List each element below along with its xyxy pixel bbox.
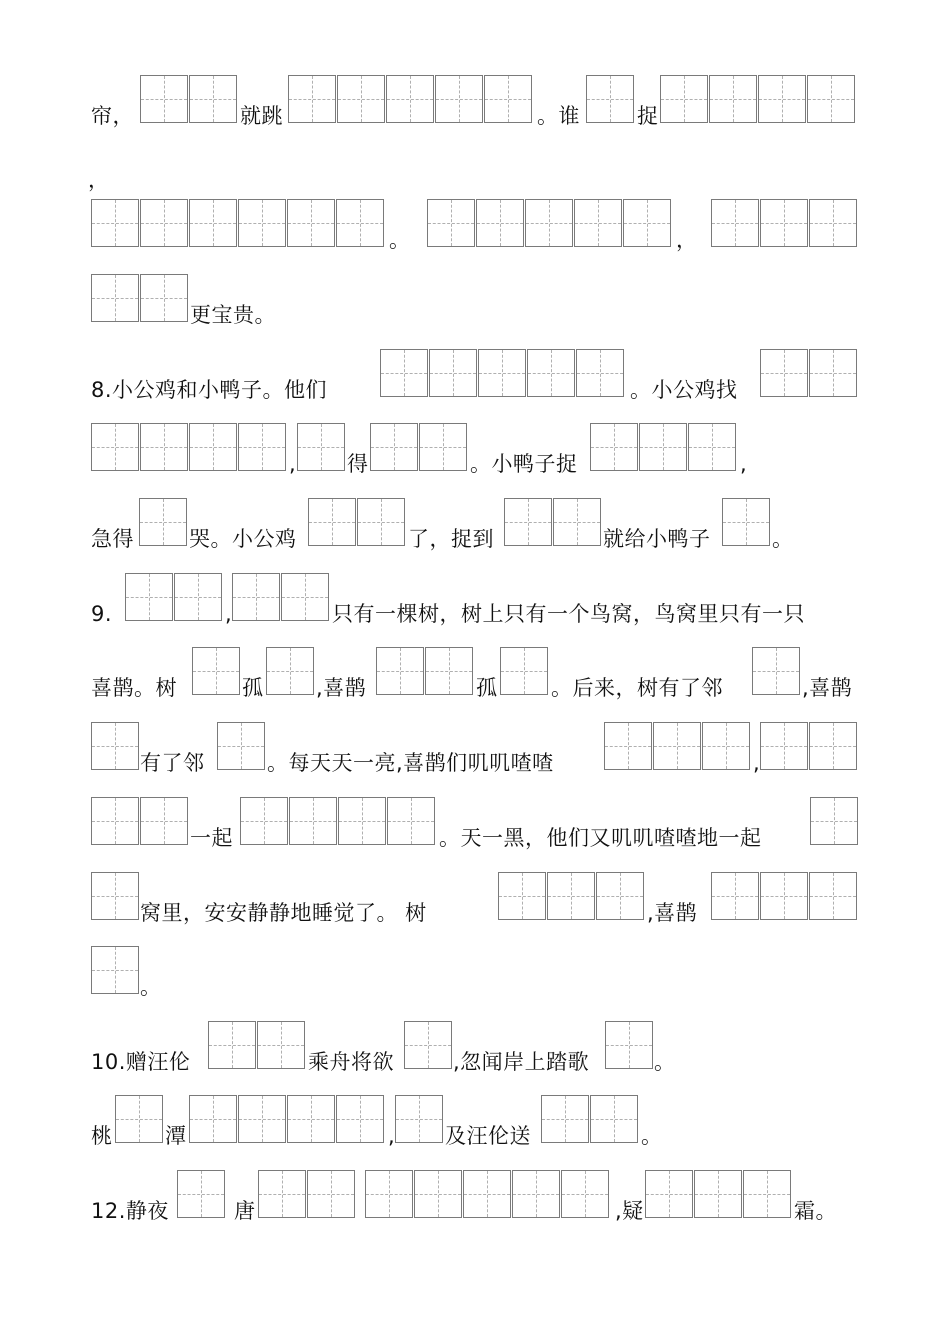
answer-cell[interactable] <box>189 423 237 471</box>
answer-boxes[interactable] <box>258 1170 355 1218</box>
answer-cell[interactable] <box>586 75 634 123</box>
text-q9-n: 。天一黑，他们又叽叽喳喳地一起 <box>439 826 762 850</box>
text-q9-c: 只有一棵树，树上只有一个鸟窝，鸟窝里只有一只 <box>332 602 805 626</box>
answer-cell[interactable] <box>500 647 548 695</box>
answer-cell[interactable] <box>463 1170 511 1218</box>
answer-cell[interactable] <box>553 498 601 546</box>
answer-cell[interactable] <box>525 199 573 247</box>
answer-boxes[interactable] <box>752 647 800 695</box>
answer-boxes[interactable] <box>427 199 671 247</box>
answer-cell[interactable] <box>596 872 644 920</box>
answer-boxes[interactable] <box>266 647 314 695</box>
answer-cell[interactable] <box>140 274 188 322</box>
answer-boxes[interactable] <box>125 573 222 621</box>
text-l1-d: 捉 <box>637 104 659 128</box>
text-q9-g: 孤 <box>476 676 498 700</box>
answer-cell[interactable] <box>365 1170 413 1218</box>
answer-boxes[interactable] <box>192 647 240 695</box>
answer-cell[interactable] <box>217 722 265 770</box>
answer-cell[interactable] <box>238 199 286 247</box>
answer-cell[interactable] <box>189 199 237 247</box>
answer-cell[interactable] <box>425 647 473 695</box>
answer-boxes[interactable] <box>760 722 857 770</box>
answer-cell[interactable] <box>590 423 638 471</box>
answer-cell[interactable] <box>380 349 428 397</box>
answer-cell[interactable] <box>498 872 546 920</box>
text-q9-h: 。后来，树有了邻 <box>551 676 723 700</box>
answer-boxes[interactable] <box>586 75 634 123</box>
answer-cell[interactable] <box>752 647 800 695</box>
answer-cell[interactable] <box>192 647 240 695</box>
answer-cell[interactable] <box>604 722 652 770</box>
answer-boxes[interactable] <box>376 647 473 695</box>
text-q10-b: 乘舟将欲 <box>308 1050 394 1074</box>
text-q9-q: 。 <box>140 975 162 999</box>
answer-cell[interactable] <box>125 573 173 621</box>
answer-cell[interactable] <box>504 498 552 546</box>
answer-cell[interactable] <box>810 797 858 845</box>
answer-cell[interactable] <box>760 872 808 920</box>
answer-cell[interactable] <box>476 199 524 247</box>
answer-boxes[interactable] <box>91 946 139 994</box>
answer-boxes[interactable] <box>139 498 187 546</box>
answer-cell[interactable] <box>709 75 757 123</box>
answer-boxes[interactable] <box>91 274 188 322</box>
text-q8-j: 就给小鸭子 <box>603 527 711 551</box>
answer-cell[interactable] <box>91 872 139 920</box>
text-q9-a: 9. <box>91 602 113 626</box>
answer-boxes[interactable] <box>91 199 384 247</box>
answer-cell[interactable] <box>809 722 857 770</box>
answer-boxes[interactable] <box>604 722 750 770</box>
answer-cell[interactable] <box>574 199 622 247</box>
text-q8-d: 得 <box>347 452 369 476</box>
text-q9-l: , <box>753 751 761 775</box>
answer-cell[interactable] <box>140 199 188 247</box>
answer-boxes[interactable] <box>404 1021 452 1069</box>
answer-cell[interactable] <box>660 75 708 123</box>
answer-cell[interactable] <box>91 946 139 994</box>
answer-cell[interactable] <box>238 423 286 471</box>
answer-cell[interactable] <box>281 573 329 621</box>
text-q9-f: ,喜鹊 <box>316 676 367 700</box>
answer-cell[interactable] <box>115 1095 163 1143</box>
answer-cell[interactable] <box>419 423 467 471</box>
answer-cell[interactable] <box>702 722 750 770</box>
text-q12-a: 12.静夜 <box>91 1199 169 1223</box>
answer-cell[interactable] <box>576 349 624 397</box>
answer-boxes[interactable] <box>91 423 286 471</box>
text-q9-d: 喜鹊。树 <box>91 676 177 700</box>
answer-cell[interactable] <box>414 1170 462 1218</box>
answer-boxes[interactable] <box>498 872 644 920</box>
answer-boxes[interactable] <box>217 722 265 770</box>
text-l2-a: 。 <box>389 228 411 252</box>
answer-cell[interactable] <box>547 872 595 920</box>
answer-boxes[interactable] <box>541 1095 638 1143</box>
answer-cell[interactable] <box>427 199 475 247</box>
answer-cell[interactable] <box>404 1021 452 1069</box>
answer-cell[interactable] <box>287 199 335 247</box>
text-q9-m: 一起 <box>190 826 233 850</box>
answer-cell[interactable] <box>336 1095 384 1143</box>
answer-cell[interactable] <box>645 1170 693 1218</box>
answer-cell[interactable] <box>387 797 435 845</box>
answer-boxes[interactable] <box>240 797 435 845</box>
answer-cell[interactable] <box>258 1170 306 1218</box>
answer-boxes[interactable] <box>760 349 857 397</box>
answer-boxes[interactable] <box>504 498 601 546</box>
answer-cell[interactable] <box>370 423 418 471</box>
answer-boxes[interactable] <box>308 498 405 546</box>
answer-cell[interactable] <box>287 1095 335 1143</box>
text-q9-k: 。每天天一亮,喜鹊们叽叽喳喳 <box>267 751 554 775</box>
answer-cell[interactable] <box>140 75 188 123</box>
answer-cell[interactable] <box>809 349 857 397</box>
answer-cell[interactable] <box>694 1170 742 1218</box>
answer-cell[interactable] <box>760 349 808 397</box>
answer-cell[interactable] <box>561 1170 609 1218</box>
answer-boxes[interactable] <box>288 75 532 123</box>
answer-boxes[interactable] <box>177 1170 225 1218</box>
text-q8-h: 哭。小公鸡 <box>189 527 297 551</box>
answer-boxes[interactable] <box>380 349 624 397</box>
answer-cell[interactable] <box>297 423 345 471</box>
answer-cell[interactable] <box>91 199 139 247</box>
answer-cell[interactable] <box>91 274 139 322</box>
answer-boxes[interactable] <box>140 75 237 123</box>
text-l1-a: 帘， <box>91 104 134 128</box>
answer-cell[interactable] <box>429 349 477 397</box>
text-q9-i: ,喜鹊 <box>802 676 853 700</box>
answer-cell[interactable] <box>140 797 188 845</box>
answer-cell[interactable] <box>478 349 526 397</box>
answer-cell[interactable] <box>208 1021 256 1069</box>
answer-cell[interactable] <box>376 647 424 695</box>
answer-cell[interactable] <box>653 722 701 770</box>
answer-cell[interactable] <box>257 1021 305 1069</box>
answer-cell[interactable] <box>288 75 336 123</box>
answer-boxes[interactable] <box>189 1095 384 1143</box>
answer-cell[interactable] <box>688 423 736 471</box>
text-q8-c: , <box>289 452 297 476</box>
text-l2-b: ， <box>676 228 698 252</box>
answer-cell[interactable] <box>760 199 808 247</box>
text-q8-g: 急得 <box>91 527 134 551</box>
answer-boxes[interactable] <box>370 423 467 471</box>
answer-cell[interactable] <box>289 797 337 845</box>
answer-cell[interactable] <box>189 75 237 123</box>
answer-cell[interactable] <box>357 498 405 546</box>
answer-boxes[interactable] <box>810 797 858 845</box>
answer-cell[interactable] <box>238 1095 286 1143</box>
text-q10-c: ,忽闻岸上踏歌 <box>453 1050 590 1074</box>
text-q12-d: 霜。 <box>794 1199 837 1223</box>
answer-cell[interactable] <box>711 872 759 920</box>
text-q12-c: ,疑 <box>615 1199 644 1223</box>
answer-boxes[interactable] <box>91 872 139 920</box>
answer-cell[interactable] <box>760 722 808 770</box>
answer-cell[interactable] <box>174 573 222 621</box>
answer-boxes[interactable] <box>115 1095 163 1143</box>
answer-boxes[interactable] <box>208 1021 305 1069</box>
answer-cell[interactable] <box>91 797 139 845</box>
answer-boxes[interactable] <box>660 75 855 123</box>
answer-cell[interactable] <box>590 1095 638 1143</box>
answer-cell[interactable] <box>527 349 575 397</box>
answer-cell[interactable] <box>623 199 671 247</box>
answer-cell[interactable] <box>189 1095 237 1143</box>
text-q11-c: , <box>388 1124 396 1148</box>
answer-cell[interactable] <box>809 199 857 247</box>
text-q11-b: 潭 <box>165 1124 187 1148</box>
answer-cell[interactable] <box>308 498 356 546</box>
text-q8-b: 。小公鸡找 <box>630 378 738 402</box>
answer-boxes[interactable] <box>297 423 345 471</box>
answer-cell[interactable] <box>386 75 434 123</box>
answer-cell[interactable] <box>140 423 188 471</box>
text-q9-o: 窝里，安安静静地睡觉了。 树 <box>140 901 427 925</box>
answer-boxes[interactable] <box>590 423 736 471</box>
text-q8-a: 8.小公鸡和小鸭子。他们 <box>91 378 328 402</box>
answer-boxes[interactable] <box>91 797 188 845</box>
answer-cell[interactable] <box>722 498 770 546</box>
answer-cell[interactable] <box>336 199 384 247</box>
answer-cell[interactable] <box>338 797 386 845</box>
answer-boxes[interactable] <box>365 1170 609 1218</box>
answer-cell[interactable] <box>743 1170 791 1218</box>
answer-cell[interactable] <box>711 199 759 247</box>
answer-boxes[interactable] <box>722 498 770 546</box>
answer-cell[interactable] <box>541 1095 589 1143</box>
text-q9-p: ,喜鹊 <box>647 901 698 925</box>
answer-boxes[interactable] <box>711 199 857 247</box>
answer-cell[interactable] <box>484 75 532 123</box>
answer-cell[interactable] <box>758 75 806 123</box>
answer-boxes[interactable] <box>711 872 857 920</box>
answer-boxes[interactable] <box>605 1021 653 1069</box>
text-q10-d: 。 <box>654 1050 676 1074</box>
text-q10-a: 10.赠汪伦 <box>91 1050 191 1074</box>
answer-cell[interactable] <box>639 423 687 471</box>
answer-cell[interactable] <box>240 797 288 845</box>
text-q11-d: 及汪伦送 <box>445 1124 531 1148</box>
text-q9-b: , <box>225 602 233 626</box>
text-l3-a: 更宝贵。 <box>190 303 276 327</box>
text-q8-i: 了，捉到 <box>408 527 494 551</box>
answer-boxes[interactable] <box>500 647 548 695</box>
text-q8-k: 。 <box>772 527 794 551</box>
answer-cell[interactable] <box>139 498 187 546</box>
answer-cell[interactable] <box>605 1021 653 1069</box>
answer-cell[interactable] <box>91 722 139 770</box>
text-q12-b: 唐 <box>234 1199 256 1223</box>
text-q9-e: 孤 <box>242 676 264 700</box>
answer-cell[interactable] <box>809 872 857 920</box>
text-l1-e: ， <box>88 168 110 192</box>
text-q8-e: 。小鸭子捉 <box>470 452 578 476</box>
answer-boxes[interactable] <box>645 1170 791 1218</box>
answer-cell[interactable] <box>307 1170 355 1218</box>
answer-boxes[interactable] <box>91 722 139 770</box>
text-l1-c: 。谁 <box>537 104 580 128</box>
text-q9-j: 有了邻 <box>140 751 205 775</box>
answer-cell[interactable] <box>266 647 314 695</box>
answer-boxes[interactable] <box>232 573 329 621</box>
answer-cell[interactable] <box>177 1170 225 1218</box>
answer-cell[interactable] <box>232 573 280 621</box>
answer-cell[interactable] <box>91 423 139 471</box>
answer-cell[interactable] <box>512 1170 560 1218</box>
answer-cell[interactable] <box>807 75 855 123</box>
text-l1-b: 就跳 <box>240 104 283 128</box>
text-q11-e: 。 <box>641 1124 663 1148</box>
text-q8-f: , <box>740 452 748 476</box>
answer-cell[interactable] <box>435 75 483 123</box>
answer-cell[interactable] <box>337 75 385 123</box>
answer-cell[interactable] <box>395 1095 443 1143</box>
answer-boxes[interactable] <box>395 1095 443 1143</box>
text-q11-a: 桃 <box>91 1124 113 1148</box>
